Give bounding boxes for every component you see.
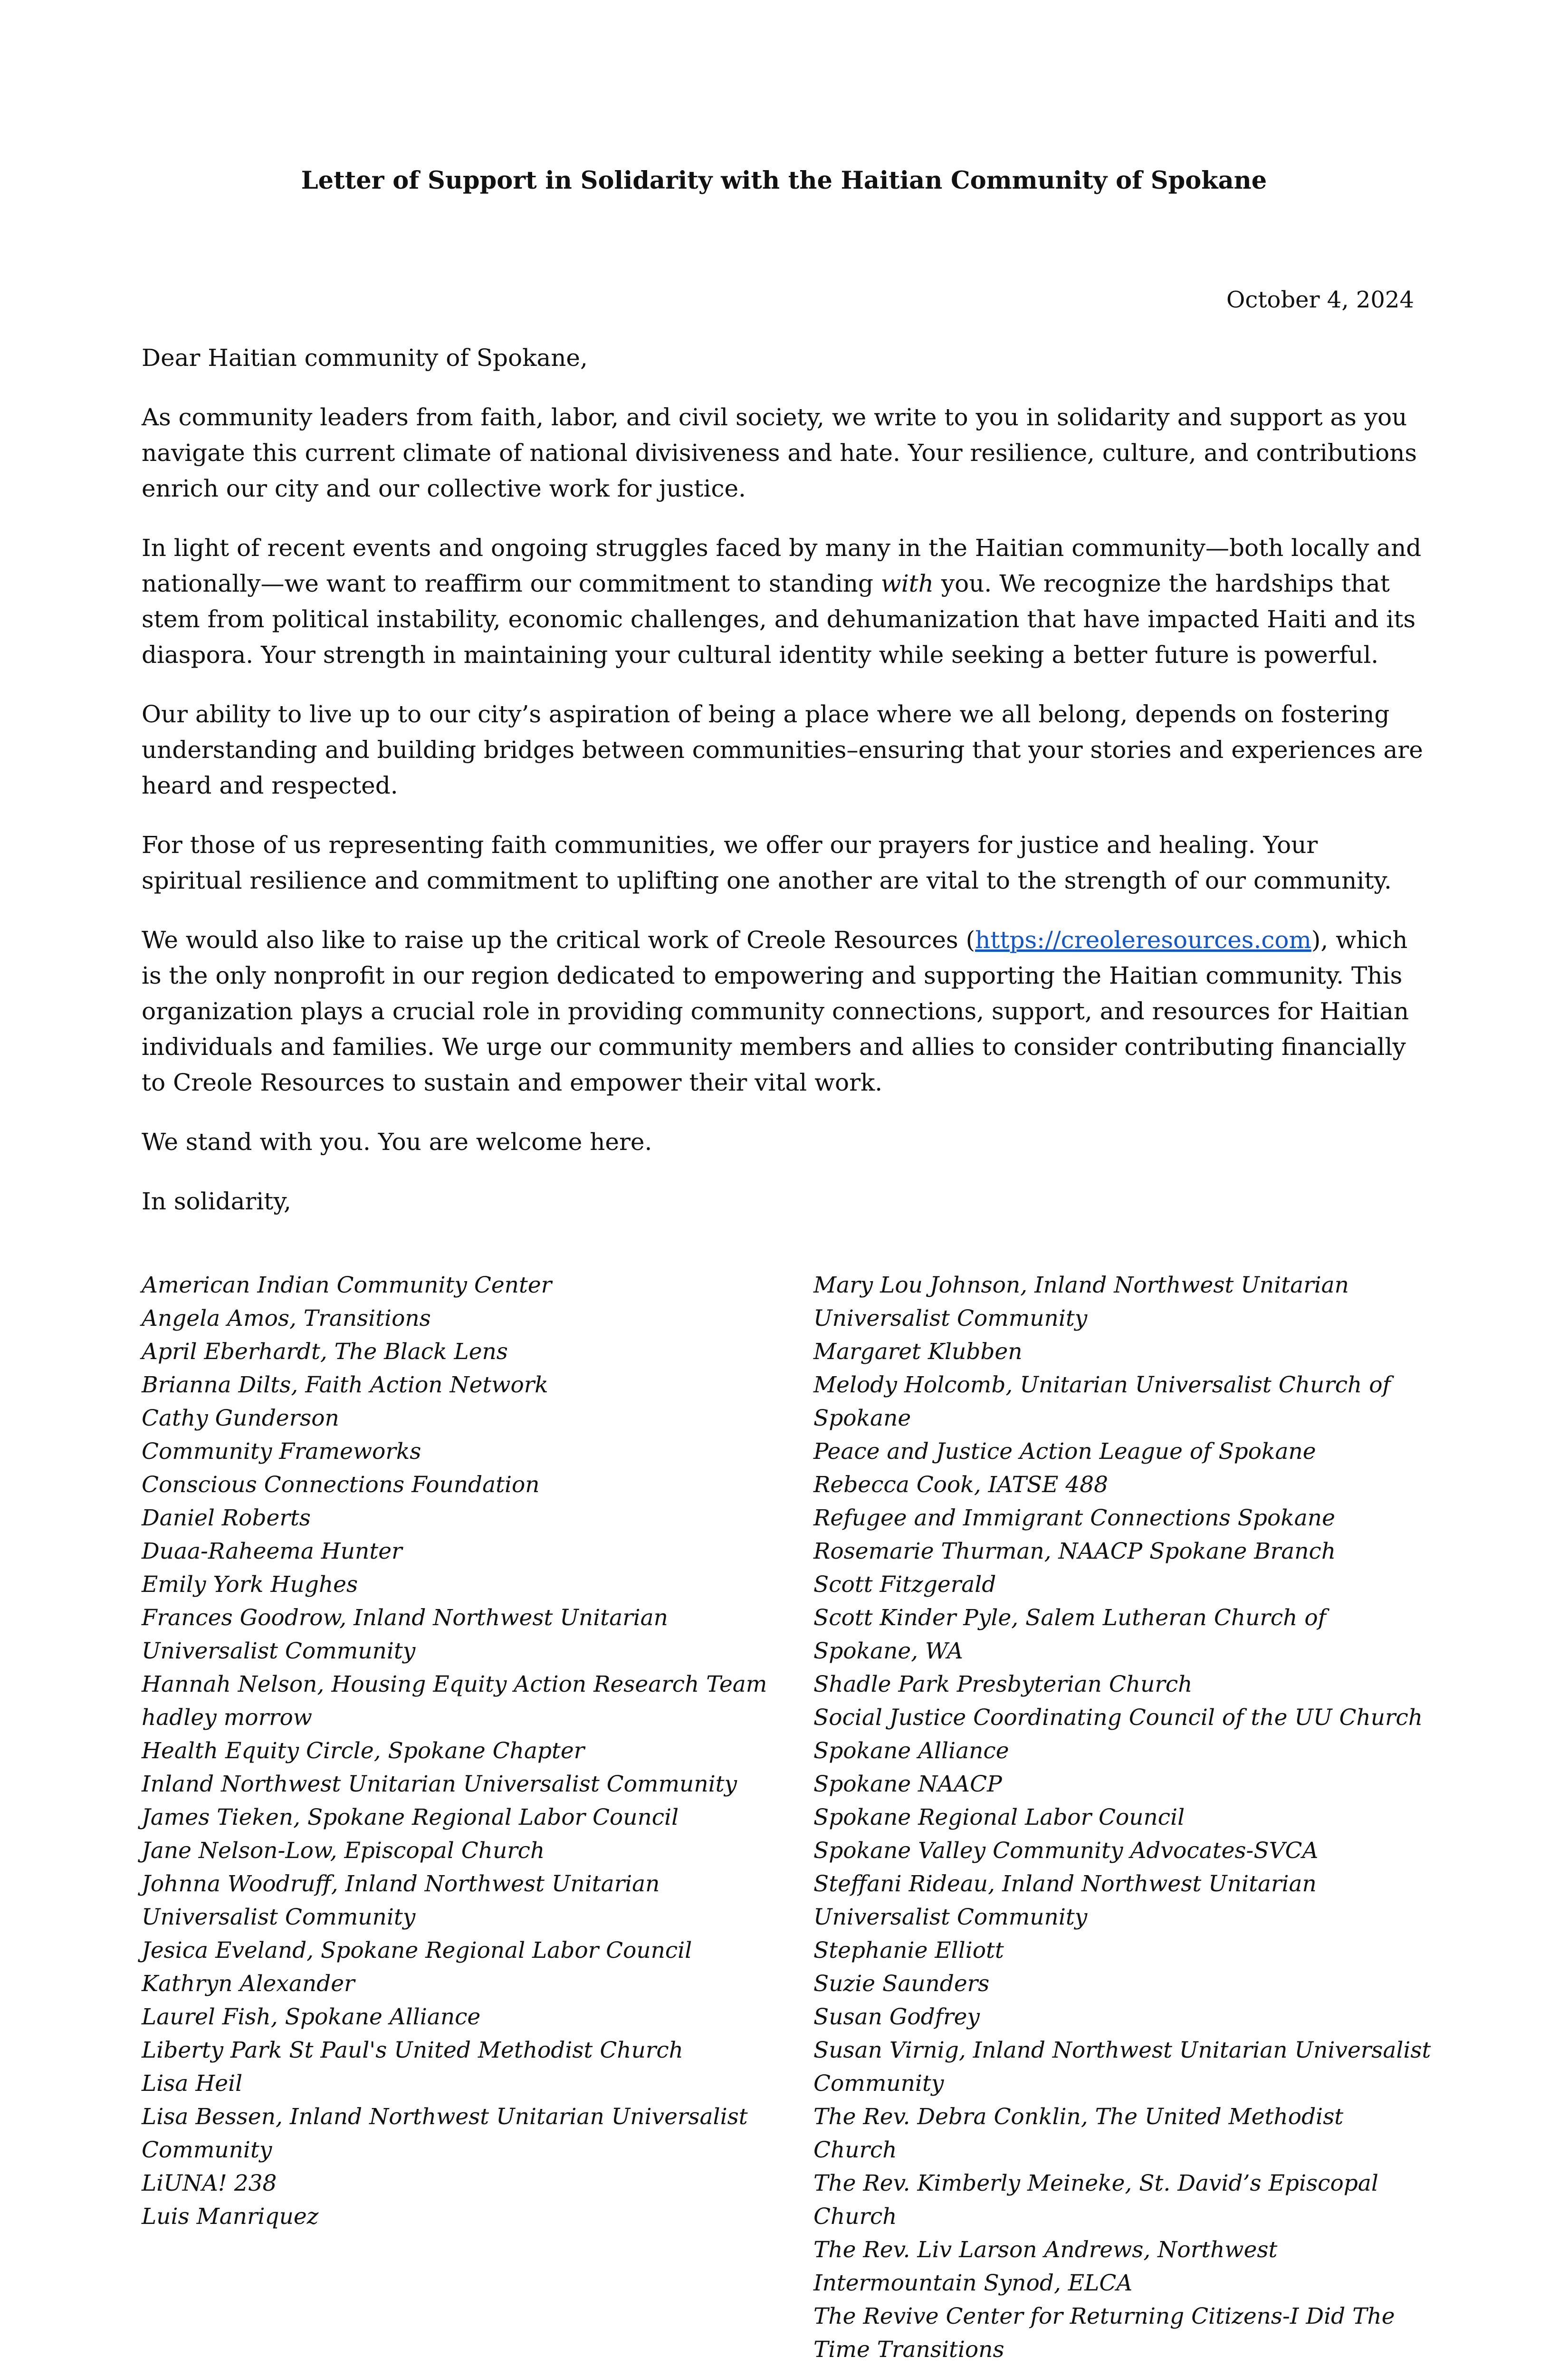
creole-resources-link[interactable]: https://creoleresources.com (975, 926, 1311, 954)
letter-date: October 4, 2024 (1226, 287, 1414, 313)
signatory-item: Jane Nelson-Low, Episcopal Church (142, 1838, 545, 1864)
salutation: Dear Haitian community of Spokane, (142, 344, 588, 372)
signatory-item: Susan Virnig, Inland Northwest Unitarian Universalist Community (813, 2037, 1431, 2097)
signatory-item: Frances Goodrow, Inland Northwest Unitarian Universalist Community (142, 1605, 668, 1664)
signatory-item: Stephanie Elliott (813, 1937, 1004, 1964)
signatory-item: Hannah Nelson, Housing Equity Action Research Team (142, 1671, 767, 1697)
signatory-item: James Tieken, Spokane Regional Labor Council (142, 1804, 679, 1830)
signatory-item: Inland Northwest Unitarian Universalist Community (142, 1771, 737, 1797)
signatory-item: Spokane Valley Community Advocates-SVCA (813, 1838, 1319, 1864)
signatory-item: Spokane Alliance (813, 1738, 1009, 1764)
signatory-item: Margaret Klubben (813, 1339, 1023, 1365)
signatory-item: Daniel Roberts (142, 1505, 311, 1531)
paragraph-2-text-a: In light of recent events and ongoing struggles faced by many in the Haitian community—both locally and nationally—we want to reaffirm our commitment to standing (142, 534, 1422, 597)
signatory-item: Angela Amos, Transitions (142, 1305, 431, 1332)
signatory-item: Jesica Eveland, Spokane Regional Labor Council (142, 1937, 692, 1964)
paragraph-5 (142, 922, 1425, 1101)
signatory-item: The Revive Center for Returning Citizens-I Did The Time Transitions (813, 2303, 1395, 2363)
signatory-item: Peace and Justice Action League of Spokane (813, 1438, 1316, 1465)
signatories-right-column (813, 1269, 1431, 2366)
signatory-item: LiUNA! 238 (142, 2170, 277, 2196)
signatory-item: Suzie Saunders (813, 1971, 990, 1997)
signatory-item: Spokane Regional Labor Council (813, 1804, 1185, 1830)
paragraph-2 (142, 530, 1425, 673)
paragraph-2-emphasis: with (880, 570, 934, 597)
letter-title: Letter of Support in Solidarity with the Haitian Community of Spokane (301, 166, 1267, 195)
signatory-item: Rebecca Cook, IATSE 488 (813, 1472, 1109, 1498)
signatory-item: Liberty Park St Paul's United Methodist Church (142, 2037, 683, 2063)
signatory-item: Kathryn Alexander (142, 1971, 355, 1997)
signatory-item: American Indian Community Center (142, 1272, 552, 1298)
signatory-item: Emily York Hughes (142, 1571, 358, 1598)
signatory-item: Susan Godfrey (813, 2004, 980, 2030)
signatory-item: Melody Holcomb, Unitarian Universalist Church of Spokane (813, 1372, 1391, 1431)
signatory-item: Luis Manriquez (142, 2204, 319, 2230)
closing: In solidarity, (142, 1188, 291, 1215)
signatory-item: Health Equity Circle, Spokane Chapter (142, 1738, 585, 1764)
paragraph-3: Our ability to live up to our city’s aspiration of being a place where we all belong, depends on fostering understanding and building bridges between communities–ensuring that your stories and experiences are heard and respected. (142, 700, 1423, 799)
signatory-item: Lisa Bessen, Inland Northwest Unitarian Universalist Community (142, 2104, 748, 2163)
paragraph-1: As community leaders from faith, labor, and civil society, we write to you in solidarity and support as you navigate this current climate of national divisiveness and hate. Your resilience, culture, and contributions enrich our city and our collective work for justice. (142, 403, 1417, 502)
letter-body (142, 340, 1425, 1243)
signatory-item: Cathy Gunderson (142, 1405, 339, 1431)
signatory-item: Rosemarie Thurman, NAACP Spokane Branch (813, 1538, 1336, 1564)
paragraph-4: For those of us representing faith communities, we offer our prayers for justice and healing. Your spiritual resilience and commitment to uplifting one another are vital to the strength of our community. (142, 831, 1392, 894)
signatory-item: Conscious Connections Foundation (142, 1472, 540, 1498)
signatory-item: Duaa-Raheema Hunter (142, 1538, 402, 1564)
signatories-left-column (142, 1269, 774, 2233)
signatory-item: Steffani Rideau, Inland Northwest Unitarian Universalist Community (813, 1871, 1317, 1930)
paragraph-5-text-a: We would also like to raise up the critical work of Creole Resources ( (142, 926, 975, 954)
paragraph-2-text-b: you. We recognize the hardships that stem from political instability, economic challenges, and dehumanization that have impacted Haiti and its diaspora. Your strength in maintaining your cultural identity while seeking a better future is powerful. (142, 570, 1416, 669)
paragraph-6: We stand with you. You are welcome here. (142, 1128, 652, 1156)
signatory-item: Community Frameworks (142, 1438, 421, 1465)
signatory-item: Scott Fitzgerald (813, 1571, 996, 1598)
signatory-item: Refugee and Immigrant Connections Spokane (813, 1505, 1335, 1531)
signatory-item: Lisa Heil (142, 2070, 243, 2097)
signatory-item: Laurel Fish, Spokane Alliance (142, 2004, 481, 2030)
signatory-item: Johnna Woodruff, Inland Northwest Unitarian Universalist Community (142, 1871, 660, 1930)
signatory-item: Spokane NAACP (813, 1771, 1002, 1797)
signatory-item: Brianna Dilts, Faith Action Network (142, 1372, 548, 1398)
signatory-item: April Eberhardt, The Black Lens (142, 1339, 508, 1365)
signatory-item: The Rev. Liv Larson Andrews, Northwest Intermountain Synod, ELCA (813, 2237, 1278, 2296)
signatory-item: The Rev. Kimberly Meineke, St. David’s Episcopal Church (813, 2170, 1378, 2230)
signatory-item: Shadle Park Presbyterian Church (813, 1671, 1193, 1697)
signatory-item: Social Justice Coordinating Council of the UU Church (813, 1705, 1423, 1731)
signatory-item: Mary Lou Johnson, Inland Northwest Unitarian Universalist Community (813, 1272, 1349, 1332)
signatory-item: The Rev. Debra Conklin, The United Methodist Church (813, 2104, 1344, 2163)
signatory-item: hadley morrow (142, 1705, 313, 1731)
signatory-item: Scott Kinder Pyle, Salem Lutheran Church of Spokane, WA (813, 1605, 1327, 1664)
paragraph-5-text-b: ), which is the only nonprofit in our region dedicated to empowering and supporting the Haitian community. This organization plays a crucial role in providing community connections, support, and resources for Haitian individuals and families. We urge our community members and allies to consider contributing financially to Creole Resources to sustain and empower their vital work. (142, 926, 1409, 1096)
